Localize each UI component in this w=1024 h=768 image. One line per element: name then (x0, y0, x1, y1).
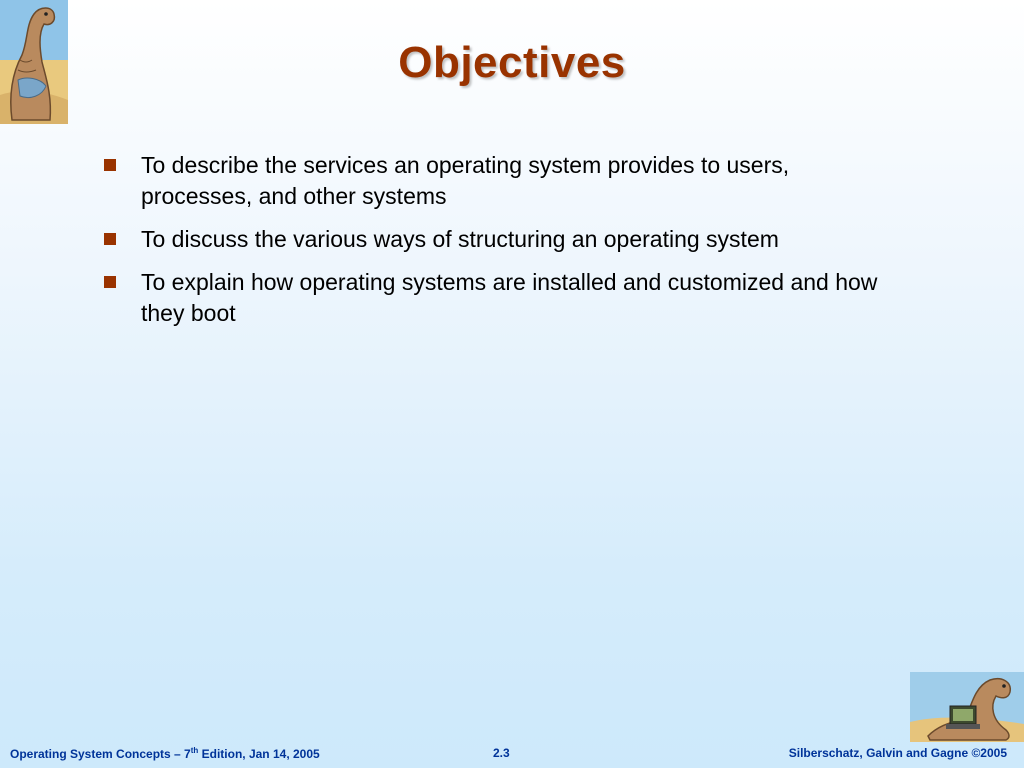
dinosaur-computer-icon (910, 672, 1024, 742)
list-item (104, 267, 904, 329)
footer-page-number: 2.3 (493, 746, 510, 760)
list-item (104, 224, 904, 255)
slide-title: Objectives (398, 38, 626, 87)
footer-book-title: Operating System Concepts – 7th Edition, Jan 14, 2005 (10, 746, 320, 761)
bullet-text: To describe the services an operating system provides to users, processes, and other systems (141, 152, 790, 209)
bullet-square-icon (104, 233, 116, 245)
list-item (104, 150, 904, 212)
footer-copyright: Silberschatz, Galvin and Gagne ©2005 (788, 746, 1007, 760)
bullet-square-icon (104, 276, 116, 288)
bullet-text: To explain how operating systems are installed and customized and how they boot (141, 269, 878, 326)
bullet-text: To discuss the various ways of structuring an operating system (141, 226, 779, 252)
objectives-list (104, 150, 904, 341)
bullet-square-icon (104, 159, 116, 171)
